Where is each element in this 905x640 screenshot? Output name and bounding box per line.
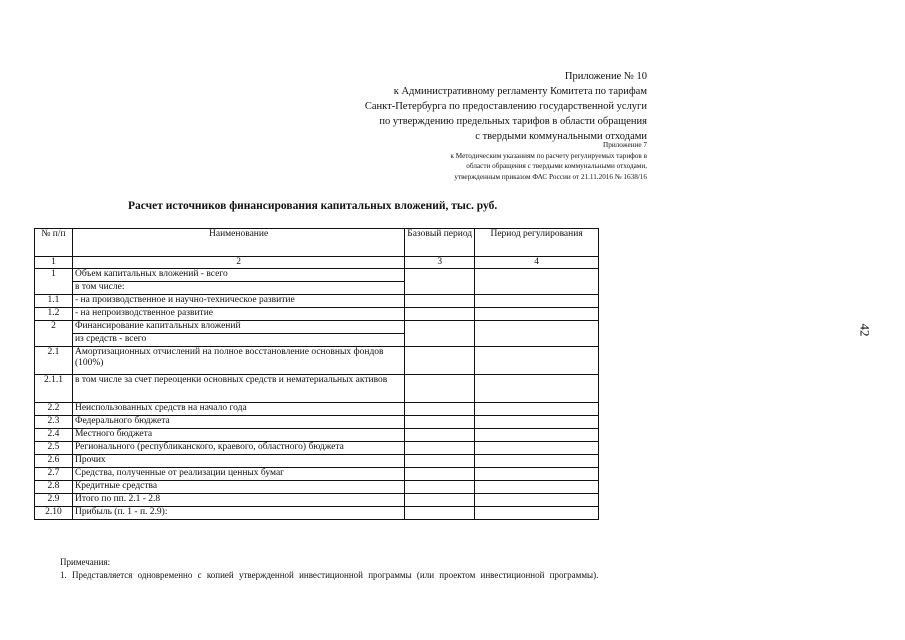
- appendix-line: с твердыми коммунальными отходами: [475, 131, 647, 142]
- header-reg: Период регулирования: [475, 229, 599, 257]
- row-reg-cell: [475, 282, 599, 295]
- table-header-row: [35, 229, 599, 257]
- row-num: 2.5: [35, 442, 73, 455]
- row-name: из средств - всего: [72, 334, 404, 347]
- notes-section: [34, 556, 599, 581]
- row-reg-cell: [475, 321, 599, 334]
- row-num: 2.3: [35, 416, 73, 429]
- row-reg-cell: [475, 468, 599, 481]
- row-name: Итого по пп. 2.1 - 2.8: [72, 494, 404, 507]
- row-num: [35, 282, 73, 295]
- row-name: Кредитные средства: [72, 481, 404, 494]
- row-reg-cell: [475, 429, 599, 442]
- index-cell: 2: [72, 257, 404, 269]
- row-name: Объем капитальных вложений - всего: [72, 269, 404, 282]
- row-reg-cell: [475, 308, 599, 321]
- table-row: [35, 494, 599, 507]
- sub-appendix-line: Приложение 7: [603, 141, 647, 149]
- row-name: - на непроизводственное развитие: [72, 308, 404, 321]
- table-row: [35, 507, 599, 520]
- row-reg-cell: [475, 334, 599, 347]
- table-row: [35, 468, 599, 481]
- page-number: 42: [857, 323, 873, 337]
- row-base-cell: [405, 321, 475, 334]
- row-name: Неиспользованных средств на начало года: [72, 403, 404, 416]
- row-reg-cell: [475, 295, 599, 308]
- financing-table: [34, 228, 599, 520]
- row-reg-cell: [475, 494, 599, 507]
- note-item: 1. Представляется одновременно с копией утвержденной инвестиционной программы (или проектом инвестиционной программы).: [60, 569, 599, 580]
- row-num: 2.9: [35, 494, 73, 507]
- table-row: [35, 403, 599, 416]
- table-row: [35, 282, 599, 295]
- row-base-cell: [405, 308, 475, 321]
- sub-appendix-header: [450, 140, 647, 182]
- sub-appendix-line: к Методическим указаниям по расчету регулируемых тарифов в: [450, 151, 647, 160]
- row-reg-cell: [475, 442, 599, 455]
- sub-appendix-line: утвержденным приказом ФАС России от 21.11.2016 № 1638/16: [454, 172, 647, 181]
- table-row: [35, 269, 599, 282]
- table-row: [35, 481, 599, 494]
- row-name: Прочих: [72, 455, 404, 468]
- row-base-cell: [405, 347, 475, 375]
- table-row: [35, 334, 599, 347]
- row-num: 2.1: [35, 347, 73, 375]
- row-base-cell: [405, 455, 475, 468]
- row-base-cell: [405, 334, 475, 347]
- row-name: Федерального бюджета: [72, 416, 404, 429]
- row-num: 2.2: [35, 403, 73, 416]
- row-base-cell: [405, 295, 475, 308]
- row-reg-cell: [475, 455, 599, 468]
- appendix-line: Приложение № 10: [564, 71, 647, 82]
- row-reg-cell: [475, 347, 599, 375]
- row-reg-cell: [475, 416, 599, 429]
- notes-title: Примечания:: [60, 557, 111, 567]
- row-num: 1.2: [35, 308, 73, 321]
- appendix-line: по утверждению предельных тарифов в области обращения: [379, 116, 647, 127]
- row-base-cell: [405, 282, 475, 295]
- row-base-cell: [405, 375, 475, 403]
- row-num: 1.1: [35, 295, 73, 308]
- sub-appendix-line: области обращения с твердыми коммунальными отходами,: [466, 162, 647, 170]
- table-row: [35, 321, 599, 334]
- row-num: 1: [35, 269, 73, 282]
- row-name: в том числе за счет переоценки основных средств и нематериальных активов: [72, 375, 404, 403]
- row-num: 2.1.1: [35, 375, 73, 403]
- row-reg-cell: [475, 507, 599, 520]
- header-name: Наименование: [72, 229, 404, 257]
- row-name: Финансирование капитальных вложений: [72, 321, 404, 334]
- column-index-row: [35, 257, 599, 269]
- row-base-cell: [405, 481, 475, 494]
- document-title: Расчет источников финансирования капитальных вложений, тыс. руб.: [128, 200, 498, 212]
- table-row: [35, 429, 599, 442]
- row-num: 2.7: [35, 468, 73, 481]
- row-name: в том числе:: [72, 282, 404, 295]
- row-base-cell: [405, 442, 475, 455]
- row-reg-cell: [475, 481, 599, 494]
- row-reg-cell: [475, 375, 599, 403]
- index-cell: 4: [475, 257, 599, 269]
- row-name: Средства, полученные от реализации ценных бумаг: [72, 468, 404, 481]
- table-row: [35, 375, 599, 403]
- row-reg-cell: [475, 403, 599, 416]
- row-num: [35, 334, 73, 347]
- table-row: [35, 295, 599, 308]
- row-base-cell: [405, 468, 475, 481]
- row-num: 2.6: [35, 455, 73, 468]
- table-row: [35, 442, 599, 455]
- row-base-cell: [405, 507, 475, 520]
- table-row: [35, 347, 599, 375]
- index-cell: 1: [35, 257, 73, 269]
- row-num: 2.8: [35, 481, 73, 494]
- row-name: Амортизационных отчислений на полное восстановление основных фондов (100%): [72, 347, 404, 375]
- row-num: 2.4: [35, 429, 73, 442]
- header-num: № п/п: [35, 229, 73, 257]
- appendix-line: Санкт-Петербурга по предоставлению государственной услуги: [364, 101, 647, 112]
- row-base-cell: [405, 416, 475, 429]
- index-cell: 3: [405, 257, 475, 269]
- row-name: Прибыль (п. 1 - п. 2.9):: [72, 507, 404, 520]
- row-name: Местного бюджета: [72, 429, 404, 442]
- row-base-cell: [405, 494, 475, 507]
- header-base: Базовый период: [405, 229, 475, 257]
- row-num: 2.10: [35, 507, 73, 520]
- appendix-line: к Административному регламенту Комитета по тарифам: [393, 86, 647, 97]
- table-row: [35, 455, 599, 468]
- row-name: - на производственное и научно-техническое развитие: [72, 295, 404, 308]
- appendix-header: [365, 69, 647, 144]
- table-row: [35, 308, 599, 321]
- row-num: 2: [35, 321, 73, 334]
- row-reg-cell: [475, 269, 599, 282]
- row-base-cell: [405, 403, 475, 416]
- row-base-cell: [405, 429, 475, 442]
- row-base-cell: [405, 269, 475, 282]
- table-row: [35, 416, 599, 429]
- row-name: Регионального (республиканского, краевого, областного) бюджета: [72, 442, 404, 455]
